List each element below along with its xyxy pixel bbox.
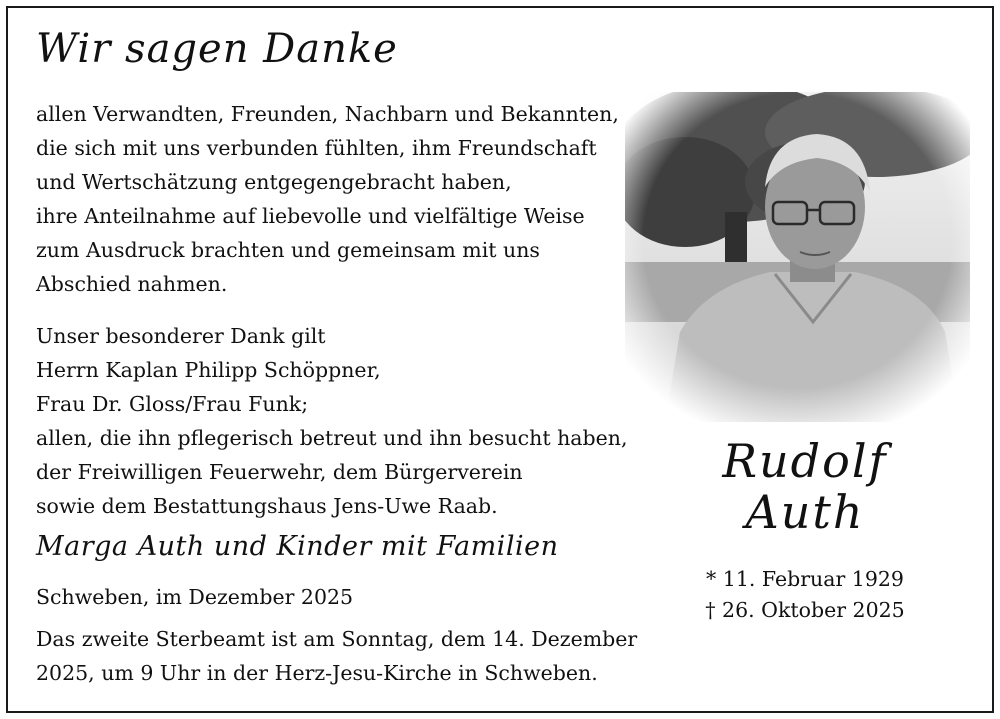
text-line: zum Ausdruck brachten und gemeinsam mit uns (36, 238, 540, 262)
family-signature: Marga Auth und Kinder mit Familien (36, 531, 559, 562)
text-line: und Wertschätzung entgegengebracht haben, (36, 170, 512, 194)
text-line: die sich mit uns verbunden fühlten, ihm Freundschaft (36, 136, 597, 160)
service-announcement (36, 622, 637, 690)
text-line: ihre Anteilnahme auf liebevolle und vielfältige Weise (36, 204, 585, 228)
deceased-last-name: Auth (745, 485, 865, 539)
notice-heading: Wir sagen Danke (36, 26, 398, 72)
text-line: Das zweite Sterbeamt ist am Sonntag, dem 14. Dezember (36, 627, 638, 651)
text-line: Herrn Kaplan Philipp Schöppner, (36, 358, 381, 382)
place-date: Schweben, im Dezember 2025 (36, 585, 354, 609)
text-line: allen, die ihn pflegerisch betreut und ihn besucht haben, (36, 426, 628, 450)
portrait-photo (625, 92, 970, 422)
text-line: Abschied nahmen. (36, 272, 228, 296)
special-thanks-paragraph (36, 319, 628, 523)
text-line: allen Verwandten, Freunden, Nachbarn und Bekannten, (36, 102, 619, 126)
thanks-paragraph (36, 97, 619, 301)
birth-date: * 11. Februar 1929 (706, 567, 904, 591)
text-line: Frau Dr. Gloss/Frau Funk; (36, 392, 309, 416)
text-line: sowie dem Bestattungshaus Jens-Uwe Raab. (36, 494, 498, 518)
death-date: † 26. Oktober 2025 (705, 598, 905, 622)
text-line: Unser besonderer Dank gilt (36, 324, 326, 348)
deceased-first-name: Rudolf (722, 434, 888, 488)
text-line: 2025, um 9 Uhr in der Herz-Jesu-Kirche in Schweben. (36, 661, 598, 685)
text-line: der Freiwilligen Feuerwehr, dem Bürgerverein (36, 460, 523, 484)
